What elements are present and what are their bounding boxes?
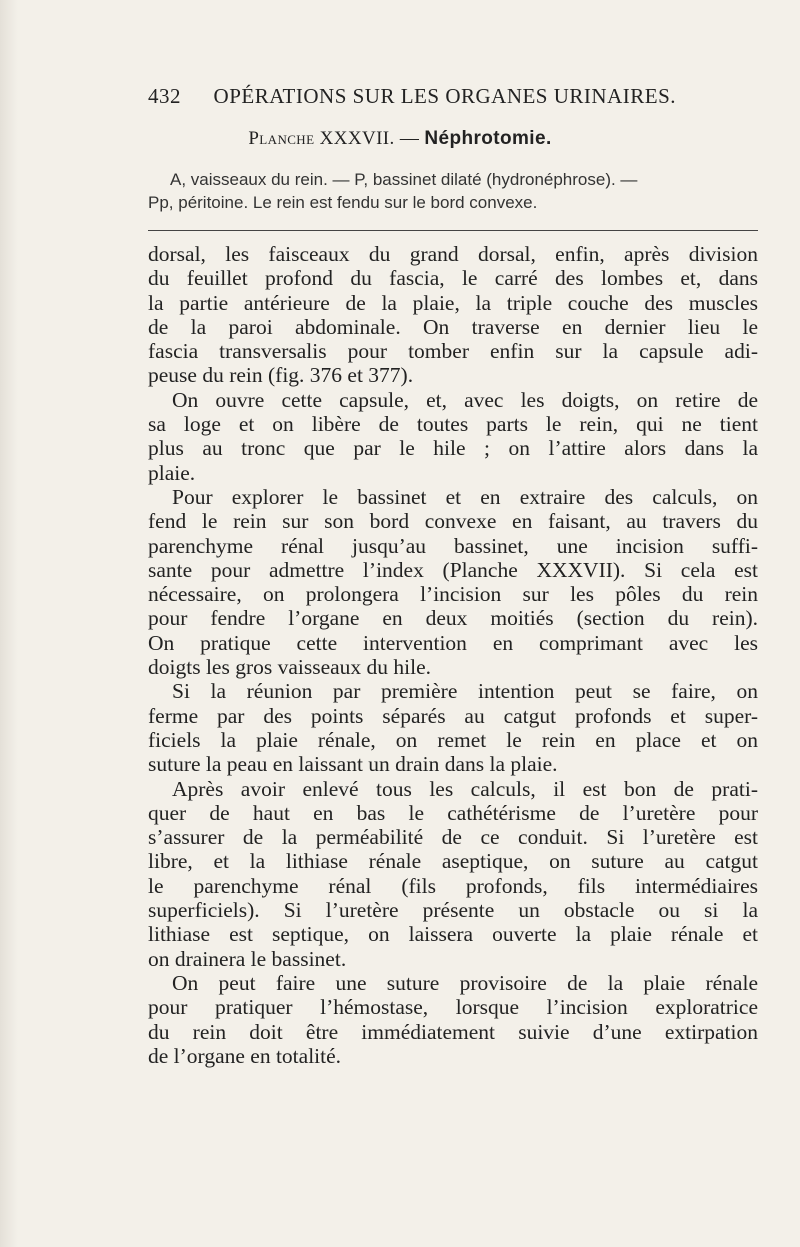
body-line: On peut faire une suture provisoire de la plaie rénale [172,970,758,995]
body-line: parenchyme rénal jusqu’au bassinet, une incision suffi- [148,533,758,558]
body-line: fascia transversalis pour tomber enfin sur la capsule adi- [148,339,758,364]
plate-caption [148,168,758,214]
caption-line: A, vaisseaux du rein. — P, bassinet dilaté (hydronéphrose). — [170,170,638,189]
body-line: sante pour admettre l’index (Planche XXXVII). Si cela est [148,557,758,582]
body-line: lithiase est septique, on laissera ouverte la plaie rénale et [148,922,758,947]
body-line: la partie antérieure de la plaie, la triple couche des muscles [148,290,758,315]
body-line: Après avoir enlevé tous les calculs, il est bon de prati- [172,776,758,801]
body-line: ferme par des points séparés au catgut profonds et super- [148,703,758,728]
body-line: peuse du rein (fig. 376 et 377). [148,363,414,388]
body-line: On ouvre cette capsule, et, avec les doigts, on retire de [172,387,758,412]
caption-line: Pp, péritoine. Le rein est fendu sur le bord convexe. [148,193,538,212]
body-line: pour pratiquer l’hémostase, lorsque l’incision exploratrice [148,995,758,1020]
body-line: fend le rein sur son bord convexe en faisant, au travers du [148,509,758,534]
body-line: ficiels la plaie rénale, on remet le rein en place et on [148,727,758,752]
plate-label: Planche XXXVII. [248,128,395,149]
plate-separator: — [394,128,425,149]
running-title: OPÉRATIONS SUR LES ORGANES URINAIRES. [213,84,676,108]
body-line: Pour explorer le bassinet et en extraire des calculs, on [172,484,758,509]
body-line: on drainera le bassinet. [148,946,347,971]
body-line: Si la réunion par première intention peut se faire, on [172,679,758,704]
body-line: dorsal, les faisceaux du grand dorsal, enfin, après division [148,242,758,266]
body-line: sa loge et on libère de toutes parts le rein, qui ne tient [148,412,758,437]
page-edge-shadow [0,0,18,1247]
body-line: plus au tronc que par le hile ; on l’attire alors dans la [148,436,758,461]
body-line: s’assurer de la perméabilité de ce conduit. Si l’uretère est [148,825,758,850]
body-text [148,242,758,1068]
body-line: de l’organe en totalité. [148,1043,342,1068]
plate-title [0,128,800,150]
plate-name: Néphrotomie. [424,128,552,149]
body-line: du rein doit être immédiatement suivie d’une extirpation [148,1019,758,1044]
body-line: plaie. [148,460,196,485]
body-line: libre, et la lithiase rénale aseptique, on suture au catgut [148,849,758,874]
body-line: de la paroi abdominale. On traverse en dernier lieu le [148,314,758,339]
body-line: nécessaire, on prolongera l’incision sur les pôles du rein [148,582,758,607]
body-line: On pratique cette intervention en comprimant avec les [148,630,758,655]
body-line: quer de haut en bas le cathétérisme de l’uretère pour [148,800,758,825]
running-head [148,84,676,114]
section-rule [148,230,758,231]
body-line: pour fendre l’organe en deux moitiés (section du rein). [148,606,758,631]
body-line: le parenchyme rénal (fils profonds, fils intermédiaires [148,873,758,898]
body-line: doigts les gros vaisseaux du hile. [148,655,432,680]
body-line: superficiels). Si l’uretère présente un obstacle ou si la [148,898,758,923]
body-line: du feuillet profond du fascia, le carré des lombes et, dans [148,266,758,291]
page-number: 432 [148,84,181,108]
body-line: suture la peau en laissant un drain dans la plaie. [148,752,558,777]
